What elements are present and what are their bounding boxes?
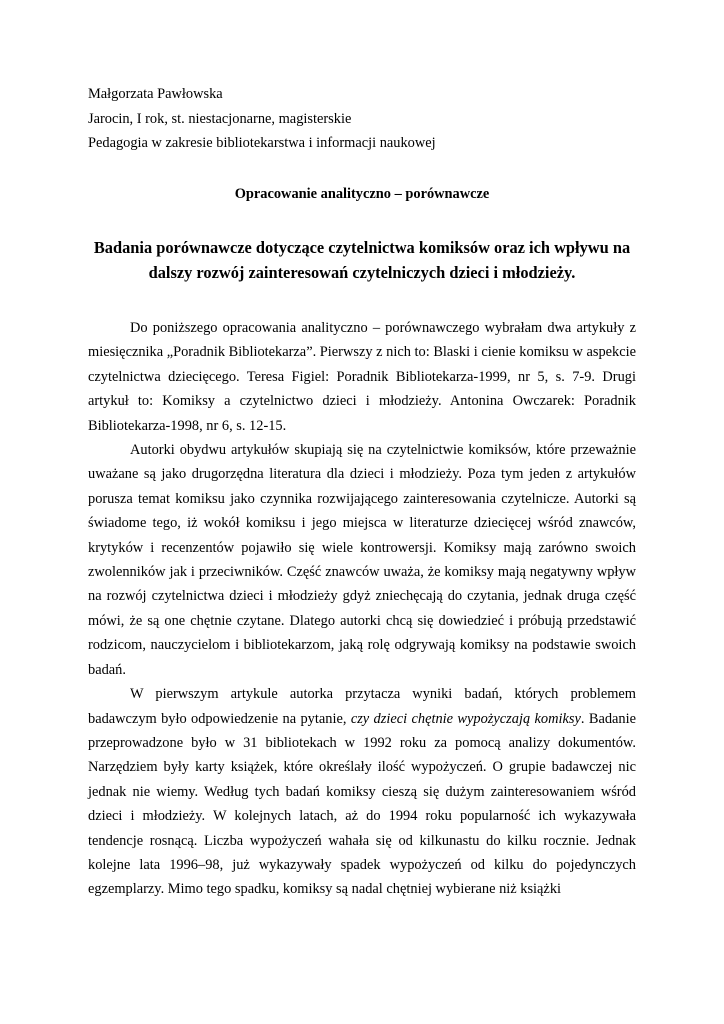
research-question: czy dzieci chętnie wypożyczają komiksy <box>350 710 581 727</box>
document-type-heading: Opracowanie analityczno – porównawcze <box>234 186 490 202</box>
paragraph-2: Autorki obydwu artykułów skupiają się na czytelnictwie komiksów, które przeważnie uważane są jako drugorzędna literatura dla dzieci i młodzieży. Poza tym jeden z artykułów porusza temat komiksu jako czynnika rozwijającego zainteresowania czytelnicze. Autorki są świadome tego, iż wokół komiksu i jego miejsca w literaturze dziecięcej wśród znawców, krytyków i recenzentów pojawiło się wiele kontrowersji. Komiksy mają zarówno swoich zwolenników jak i przeciwników. Część znawców uważa, że komiksy mają negatywny wpływ na rozwój czytelnictwa dzieci i młodzieży gdyż zniechęcają do czytania, jednak druga część mówi, że są one chętnie czytane. Dlatego autorki chcą się dowiedzieć i próbują przedstawić rodzicom, nauczycielom i bibliotekarzom, jaką rolę odgrywają komiksy na podstawie swoich badań. <box>88 442 636 678</box>
body-text <box>88 316 636 902</box>
paragraph-3-part-1: W pierwszym artykule autorka przytacza wyniki badań, których problemem badawczym było odpowiedzenie na pytanie, <box>88 686 636 727</box>
author-name: Małgorzata Pawłowska <box>88 86 223 102</box>
paragraph-3 <box>88 682 636 902</box>
study-info: Jarocin, I rok, st. niestacjonarne, magisterskie <box>88 111 352 127</box>
paragraph-1: Do poniższego opracowania analityczno – porównawczego wybrałam dwa artykuły z miesięcznika „Poradnik Bibliotekarza”. Pierwszy z nich to: Blaski i cienie komiksu w aspekcie czytelnictwa dziecięcego. Teresa Figiel: Poradnik Bibliotekarza-1999, nr 5, s. 7-9. Drugi artykuł to: Komiksy a czytelnictwo dzieci i młodzieży. Antonina Owczarek: Poradnik Bibliotekarza-1998, nr 6, s. 12-15. <box>88 320 636 434</box>
specialization: Pedagogia w zakresie bibliotekarstwa i informacji naukowej <box>88 135 436 151</box>
document-title: Badania porównawcze dotyczące czytelnictwa komiksów oraz ich wpływu na dalszy rozwój zainteresowań czytelniczych dzieci i młodzieży. <box>93 238 631 282</box>
paragraph-3-part-2: . Badanie przeprowadzone było w 31 bibliotekach w 1992 roku za pomocą analizy dokumentów. Narzędziem były karty książek, które określały ilość wypożyczeń. O grupie badawczej nic jednak nie wiemy. Według tych badań komiksy cieszą się dużym zainteresowaniem wśród dzieci i młodzieży. W kolejnych latach, aż do 1994 roku popularność ich wykazywała tendencje rosnącą. Liczba wypożyczeń wahała się od kilkunastu do kilku rocznie. Jednak kolejne lata 1996–98, już wykazywały spadek wypożyczeń od kilku do pojedynczych egzemplarzy. Mimo tego spadku, komiksy są nadal chętniej wybierane niż książki <box>88 710 636 898</box>
